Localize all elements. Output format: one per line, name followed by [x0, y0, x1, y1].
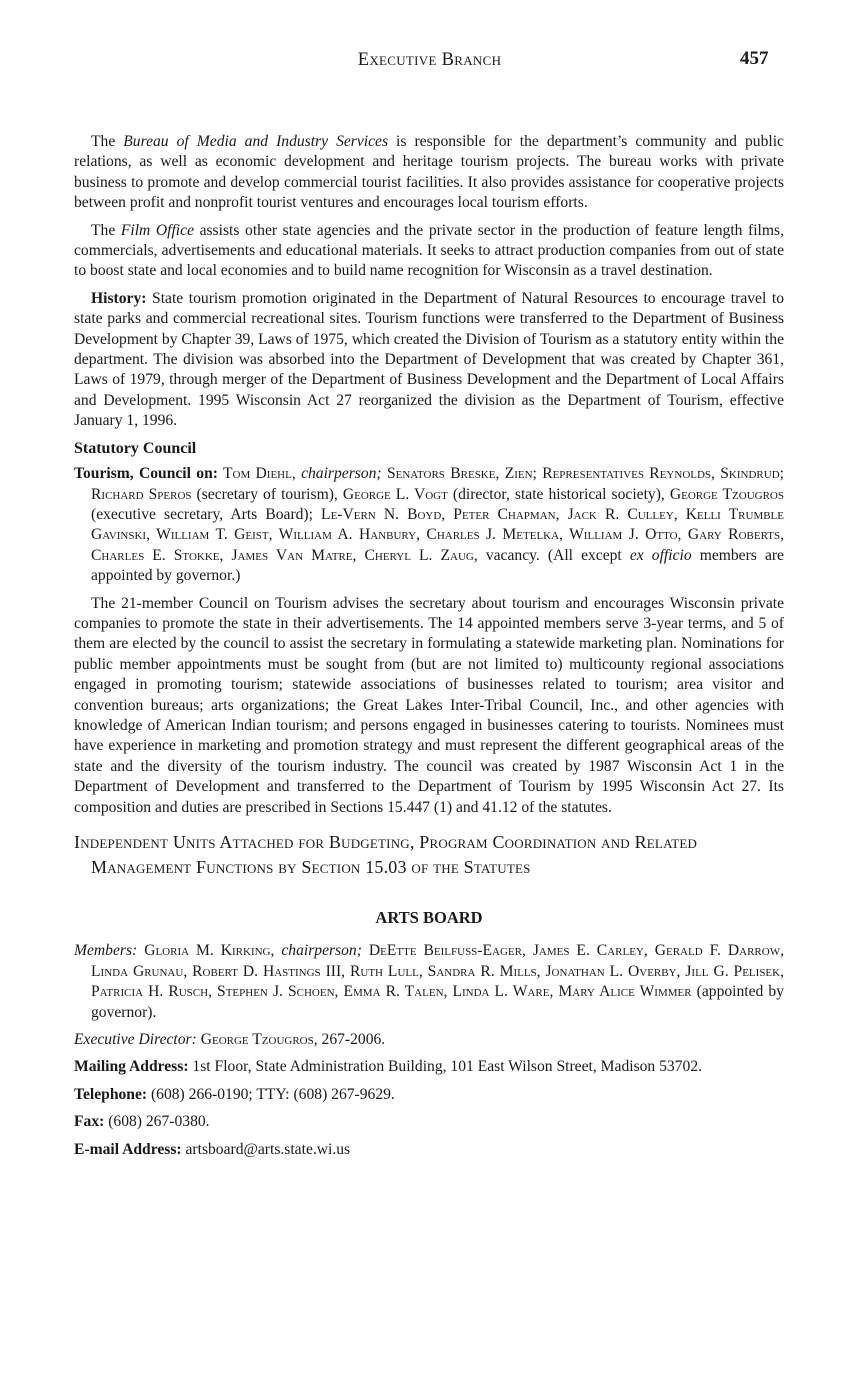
tourism-council-description: The 21-member Council on Tourism advises the secretary about tourism and encourages Wisconsin private companies to promote the state in their advertisements. The 14 appointed members serve 3-year terms, and 5 of them are elected by the council to assist the secretary in formulating a statewide marketing plan. Nominations for public member appointments must be sought from (but are not limited to) multicounty regional associations engaged in promoting tourism; statewide associations of businesses related to tourism; area visitor and convention bureaus; arts organizations; the Great Lakes Inter-Tribal Council, Inc., and other agencies with knowledge of American Indian tourism; and persons engaged in businesses catering to tourists. Nominees must have experience in marketing and promotion strategy and must represent the different geographical areas of the state and the diversity of the tourism industry. The council was created by 1987 Wisconsin Act 1 in the Department of Development and transferred to the Department of Tourism by 1995 Wisconsin Act 27. Its composition and duties are prescribed in Sections 15.447 (1) and 41.12 of the statutes. — [74, 594, 784, 816]
mailing-address-label: Mailing Address: — [74, 1058, 189, 1076]
council-member-name: George L. Vogt — [342, 485, 448, 503]
film-office-paragraph — [74, 221, 784, 282]
council-member-role: (executive secretary, Arts Board); — [91, 505, 322, 523]
history-text: State tourism promotion originated in the Department of Natural Resources to encourage travel to state parks and commercial recreational sites. Tourism functions were transferred to the Department of Business Development by Chapter 39, Laws of 1975, which created the Division of Tourism as a statutory entity within the department. The division was absorbed into the Department of Development that was created by Chapter 361, Laws of 1979, through merger of the Department of Business Development and the Department of Local Affairs and Development. 1995 Wisconsin Act 27 reorganized the division as the Department of Tourism, effective January 1, 1996. — [74, 289, 784, 430]
council-member-role: (secretary of tourism), — [191, 485, 343, 503]
tourism-council-members — [74, 464, 784, 586]
email-label: E-mail Address: — [74, 1140, 182, 1158]
executive-director-label: Executive Director: — [74, 1031, 197, 1049]
tourism-council-label: Tourism, Council on: — [74, 465, 218, 483]
fax-value: (608) 267-0380. — [104, 1113, 210, 1131]
council-legislators: Senators Breske, Zien; Representatives Reynolds, Skindrud; — [381, 465, 784, 483]
fax — [74, 1112, 784, 1132]
page-body — [74, 132, 784, 1167]
arts-board-chair-role: chairperson; — [281, 942, 362, 960]
council-member-name: Richard Speros — [91, 485, 192, 503]
bureau-name: Bureau of Media and Industry Services — [123, 133, 389, 150]
council-appointed-note: members are appointed by governor.) — [91, 546, 784, 585]
history-label: History: — [91, 289, 147, 307]
telephone — [74, 1085, 784, 1105]
mailing-address — [74, 1057, 784, 1077]
council-vacancy-note: vacancy. (All except — [477, 546, 630, 564]
arts-board-chair: Gloria M. Kirking, — [137, 942, 282, 960]
independent-units-heading: Independent Units Attached for Budgeting, Program Coordination and Related Management Functions by Section 15.03 of the Statutes — [74, 832, 698, 877]
bureau-paragraph — [74, 132, 784, 214]
arts-board-members — [74, 941, 784, 1023]
text-run: is responsible for the department’s community and public relations, as well as economic development and heritage tourism projects. The bureau works with private business to promote and develop commercial tourist facilities. It also provides assistance for cooperative projects between profit and nonprofit tourist ventures and encourages local tourism efforts. — [74, 133, 784, 212]
council-public-members: Le-Vern N. Boyd, Peter Chapman, Jack R. Culley, Kelli Trumble Gavinski, William T. Geist, William A. Hanbury, Charles J. Metelka, William J. Otto, Gary Roberts, Charles E. Stokke, James Van Matre, Cheryl L. Zaug, — [91, 505, 784, 564]
telephone-label: Telephone: — [74, 1085, 148, 1103]
executive-director-phone: 267-2006. — [317, 1031, 386, 1049]
ex-officio-term: ex officio — [629, 546, 692, 564]
council-chair: Tom Diehl, — [217, 465, 302, 483]
council-member-name: George Tzougros — [669, 485, 784, 503]
film-office-name: Film Office — [120, 221, 194, 239]
email-address — [74, 1140, 784, 1160]
page-number: 457 — [740, 48, 769, 69]
arts-board-member-list: DeEtte Beilfuss-Eager, James E. Carley, Gerald F. Darrow, Linda Grunau, Robert D. Hastings III, Ruth Lull, Sandra R. Mills, Jonathan L. Overby, Jill G. Pelisek, Patricia H. Rusch, Stephen J. Schoen, Emma R. Talen, Linda L. Ware, Mary Alice Wimmer — [91, 942, 784, 1001]
arts-board-appointed-note: (appointed by governor). — [91, 983, 784, 1021]
email-value: artsboard@arts.state.wi.us — [181, 1140, 351, 1158]
text-run: assists other state agencies and the private sector in the production of feature length films, commercials, advertisements and educational materials. It seeks to attract production companies from out of state to boost state and local economies and to build name recognition for Wisconsin as a travel destination. — [74, 221, 784, 280]
fax-label: Fax: — [74, 1113, 105, 1131]
text-run: The — [91, 221, 121, 239]
members-label: Members: — [74, 942, 138, 960]
history-paragraph — [74, 289, 784, 432]
council-member-role: (director, state historical society), — [447, 485, 670, 503]
executive-director-name: George Tzougros, — [196, 1031, 318, 1049]
mailing-address-value: 1st Floor, State Administration Building, 101 East Wilson Street, Madison 53702. — [188, 1058, 703, 1076]
page-header — [0, 46, 859, 76]
council-chair-role: chairperson; — [301, 465, 382, 483]
executive-director — [74, 1030, 784, 1050]
text-run: The — [91, 133, 124, 150]
running-head: Executive Branch — [357, 50, 502, 70]
telephone-value: (608) 266-0190; TTY: (608) 267-9629. — [147, 1085, 395, 1103]
statutory-council-heading: Statutory Council — [74, 439, 197, 457]
arts-board-section — [74, 941, 784, 1160]
arts-board-heading: ARTS BOARD — [375, 908, 483, 927]
